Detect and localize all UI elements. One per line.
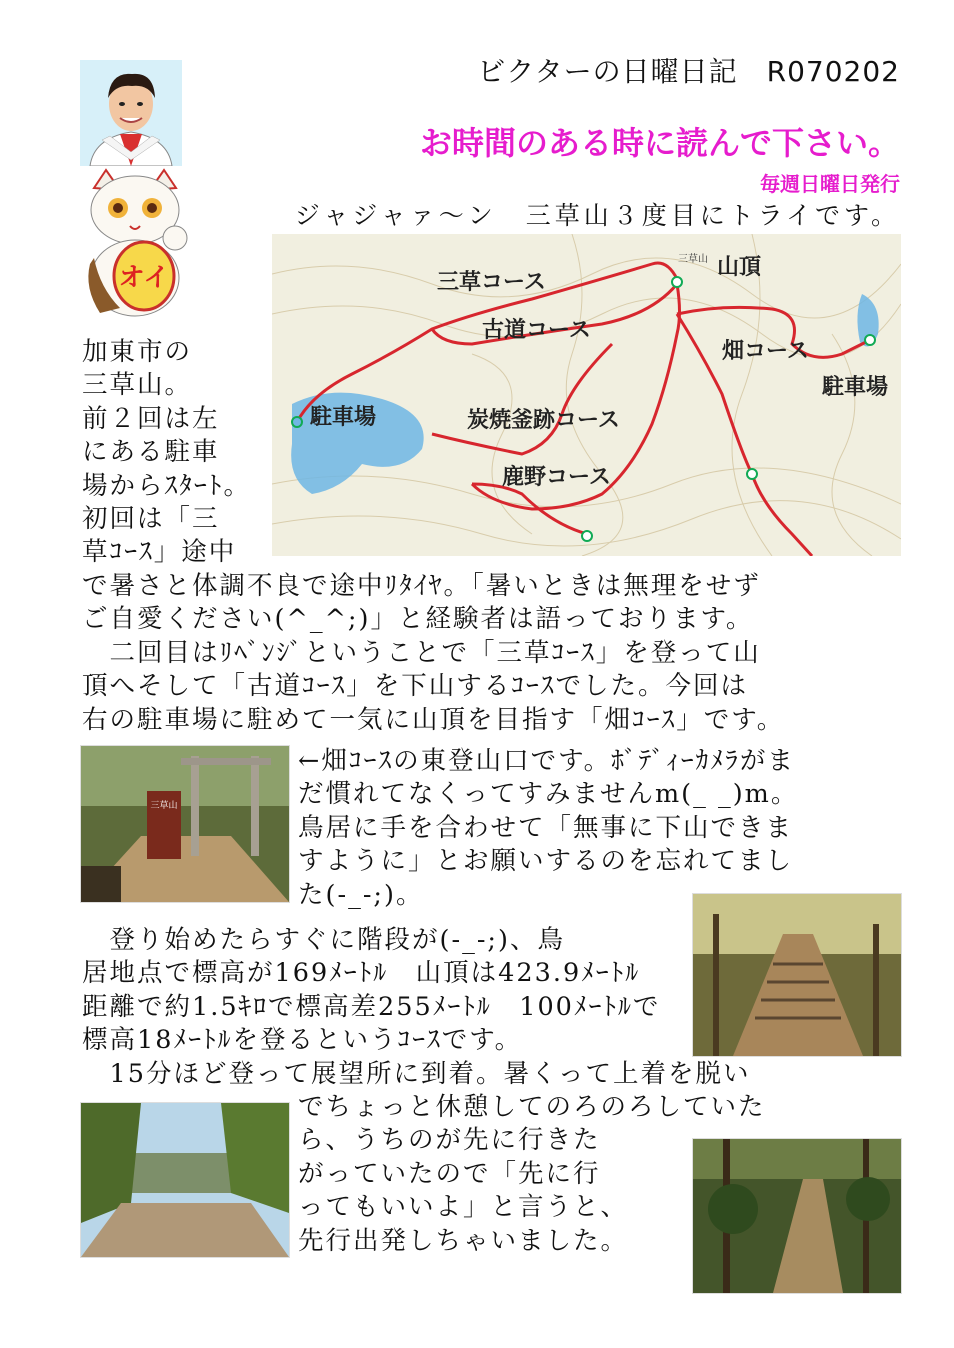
text-line: 距離で約1.5ｷﾛで標高差255ﾒｰﾄﾙ 100ﾒｰﾄﾙで — [82, 991, 661, 1022]
text-line: 先行出発しちゃいました。 — [298, 1225, 629, 1256]
trailhead-photo — [80, 745, 290, 903]
text-line: ご自愛ください(^_^;)」と経験者は語っております。 — [82, 604, 754, 635]
text-line: 前２回は左 — [82, 403, 220, 434]
weekly-label: 毎週日曜日発行 — [760, 172, 900, 196]
map-label-hatake: 畑コース — [722, 339, 809, 364]
map-label-sumiyaki: 炭焼釜跡コース — [467, 408, 620, 433]
text-line: でちょっと休憩してのろのろしていた — [298, 1092, 766, 1122]
text-line: ら、うちのが先に行きた — [298, 1125, 601, 1156]
full-width-paragraph — [82, 570, 902, 737]
sign-text: 三草山 — [150, 801, 178, 811]
text-line: 二回目はﾘﾍﾞﾝｼﾞということで「三草ｺｰｽ」を登って山 — [82, 637, 761, 668]
text-line: にある駐車 — [82, 437, 220, 468]
text-line: がっていたので「先に行 — [298, 1158, 601, 1189]
text-line: 右の駐車場に駐めて一気に山頂を目指す「畑ｺｰｽ」です。 — [82, 704, 785, 735]
text-line: 鳥居に手を合わせて「無事に下山できま — [298, 812, 794, 843]
slogan: お時間のある時に読んで下さい。 — [419, 124, 900, 162]
text-line: 頂へそして「古道ｺｰｽ」を下山するｺｰｽでした。今回は — [82, 671, 749, 702]
map-label-summit-small: 三草山 — [678, 254, 708, 265]
text-line: 標高18ﾒｰﾄﾙを登るというｺｰｽです。 — [82, 1025, 523, 1056]
text-line: ってもいいよ」と言うと、 — [298, 1192, 629, 1223]
text-line: た(-_-;)。 — [298, 879, 424, 910]
text-line: 登り始めたらすぐに階段が(-_-;)、鳥 — [82, 925, 565, 955]
intro-line: ジャジャァ〜ン 三草山３度目にトライです。 — [294, 201, 900, 230]
newsletter-title: ビクターの日曜日記 R070202 — [477, 55, 900, 88]
map-label-kano: 鹿野コース — [502, 465, 611, 490]
stairs-paragraph — [82, 924, 682, 1058]
text-line: 初回は「三 — [82, 504, 220, 535]
rest-paragraph — [298, 1091, 766, 1258]
text-line: 居地点で標高が169ﾒｰﾄﾙ 山頂は423.9ﾒｰﾄﾙ — [82, 958, 641, 989]
map-label-kodo: 古道コース — [482, 318, 591, 343]
text-line: 場からｽﾀｰﾄ。 — [82, 470, 252, 501]
rest-line — [82, 1058, 902, 1091]
text-line: ←畑ｺｰｽの東登山口です。ﾎﾞﾃﾞｨｰｶﾒﾗがま — [298, 746, 795, 776]
author-avatar — [80, 60, 182, 166]
text-line: すように」とお願いするのを忘れてまし — [298, 846, 794, 877]
text-line: 三草山。 — [82, 370, 193, 401]
forest-path-photo — [692, 1138, 902, 1294]
text-line: だ慣れてなくってすみませんm(_ _)m。 — [298, 779, 799, 810]
maneki-neko-icon — [80, 168, 190, 318]
text-line: で暑さと体調不良で途中ﾘﾀｲﾔ。「暑いときは無理をせず — [82, 571, 761, 601]
trail-map — [272, 234, 901, 556]
stairs-photo — [692, 893, 902, 1057]
left-column-text — [82, 336, 270, 570]
trailhead-caption — [298, 745, 904, 912]
map-label-parking-right: 駐車場 — [822, 375, 889, 400]
text-line: 15分ほど登って展望所に到着。暑くって上着を脱い — [82, 1059, 751, 1089]
text-line: 加東市の — [82, 337, 193, 367]
map-label-parking-left: 駐車場 — [310, 405, 377, 430]
map-label-summit: 山頂 — [717, 255, 762, 280]
coin-text: オイ — [118, 263, 170, 293]
lookout-photo — [80, 1102, 290, 1258]
text-line: 草ｺｰｽ」途中 — [82, 537, 237, 568]
map-label-mikusa: 三草コース — [437, 270, 546, 295]
